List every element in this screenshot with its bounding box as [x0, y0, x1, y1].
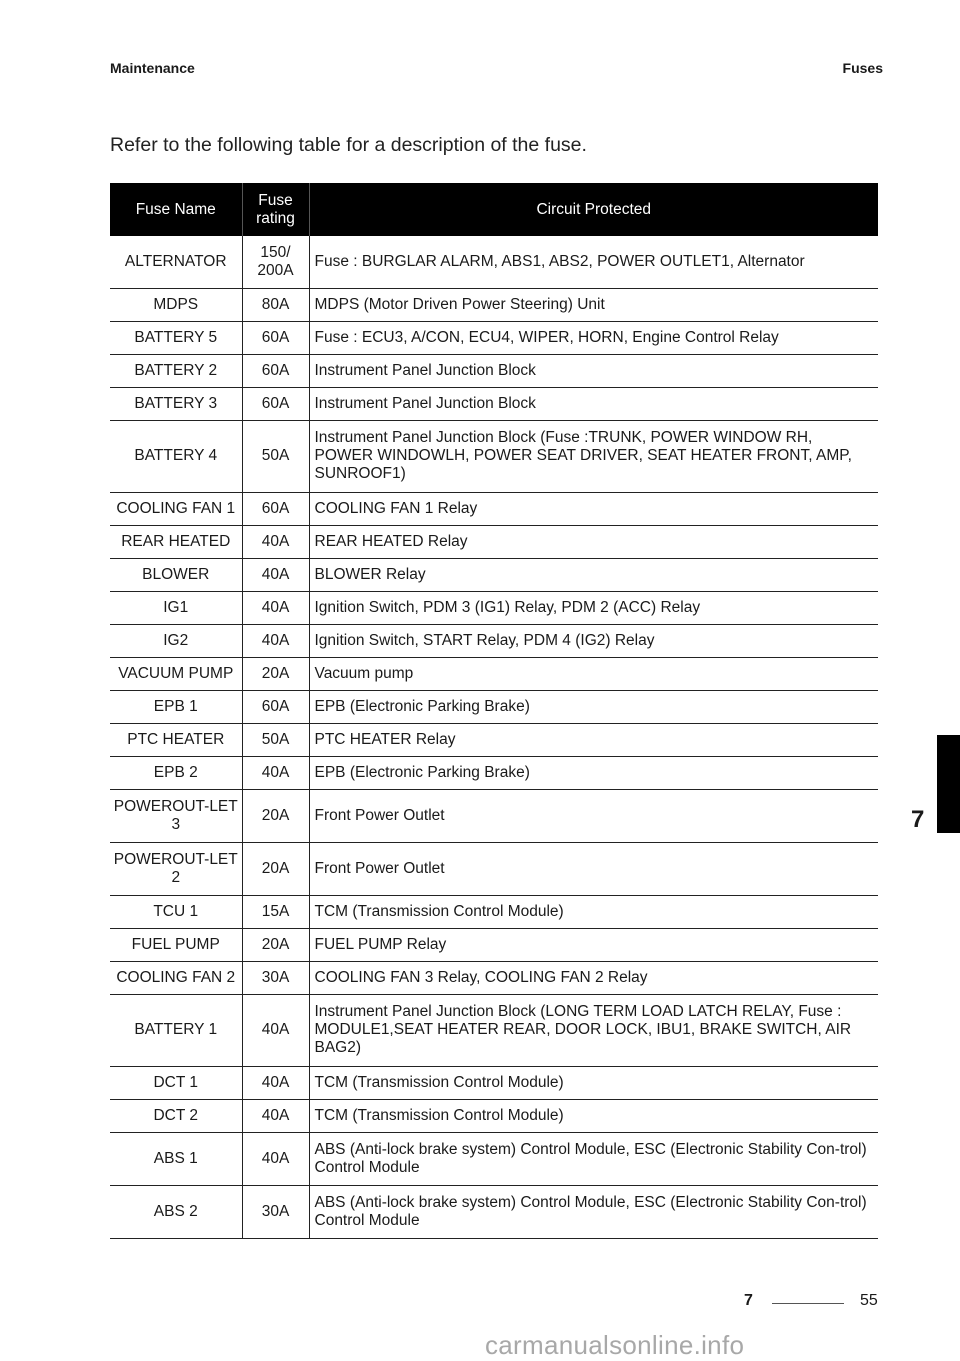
table-row: [110, 1066, 878, 1099]
table-row: [110, 994, 878, 1066]
fuse-name-cell: IG1: [110, 591, 242, 624]
header-fuse-name: Fuse Name: [110, 183, 242, 236]
circuit-protected-cell: Instrument Panel Junction Block (Fuse :TRUNK, POWER WINDOW RH, POWER WINDOWLH, POWER SEAT DRIVER, SEAT HEATER FRONT, AMP, SUNROOF1): [309, 420, 878, 492]
fuse-rating-cell: 40A: [242, 624, 309, 657]
fuse-rating-cell: 20A: [242, 842, 309, 895]
fuse-rating-cell: 30A: [242, 961, 309, 994]
fuse-name-cell: REAR HEATED: [110, 525, 242, 558]
table-row: [110, 1185, 878, 1238]
footer-page-number: 55: [860, 1292, 878, 1309]
fuse-name-cell: EPB 1: [110, 690, 242, 723]
fuse-rating-cell: 80A: [242, 288, 309, 321]
circuit-protected-cell: Instrument Panel Junction Block: [309, 354, 878, 387]
table-row: [110, 321, 878, 354]
circuit-protected-cell: EPB (Electronic Parking Brake): [309, 690, 878, 723]
fuse-rating-cell: 15A: [242, 895, 309, 928]
fuse-rating-cell: 60A: [242, 690, 309, 723]
fuse-name-cell: MDPS: [110, 288, 242, 321]
fuse-table-body: [110, 236, 878, 1238]
circuit-protected-cell: TCM (Transmission Control Module): [309, 1066, 878, 1099]
fuse-rating-cell: 40A: [242, 1099, 309, 1132]
circuit-protected-cell: ABS (Anti-lock brake system) Control Module, ESC (Electronic Stability Con-trol) Control Module: [309, 1185, 878, 1238]
watermark: carmanualsonline.info: [485, 1330, 745, 1360]
fuse-name-cell: BATTERY 2: [110, 354, 242, 387]
fuse-name-cell: COOLING FAN 2: [110, 961, 242, 994]
chapter-tab-bar: [937, 735, 960, 833]
fuse-name-cell: IG2: [110, 624, 242, 657]
fuse-name-cell: PTC HEATER: [110, 723, 242, 756]
fuse-name-cell: BATTERY 1: [110, 994, 242, 1066]
table-row: [110, 690, 878, 723]
table-row: [110, 1132, 878, 1185]
circuit-protected-cell: Front Power Outlet: [309, 842, 878, 895]
circuit-protected-cell: COOLING FAN 3 Relay, COOLING FAN 2 Relay: [309, 961, 878, 994]
header-fuse-rating: [242, 183, 309, 236]
circuit-protected-cell: ABS (Anti-lock brake system) Control Module, ESC (Electronic Stability Con-trol) Control Module: [309, 1132, 878, 1185]
table-row: [110, 492, 878, 525]
fuse-name-cell: TCU 1: [110, 895, 242, 928]
header-topic: Fuses: [842, 60, 883, 76]
circuit-protected-cell: BLOWER Relay: [309, 558, 878, 591]
fuse-rating-cell: 60A: [242, 387, 309, 420]
table-row: [110, 624, 878, 657]
table-row: [110, 236, 878, 288]
circuit-protected-cell: Fuse : BURGLAR ALARM, ABS1, ABS2, POWER OUTLET1, Alternator: [309, 236, 878, 288]
table-row: [110, 387, 878, 420]
table-row: [110, 420, 878, 492]
table-row: [110, 842, 878, 895]
circuit-protected-cell: FUEL PUMP Relay: [309, 928, 878, 961]
fuse-name-cell: BATTERY 4: [110, 420, 242, 492]
fuse-name-cell: ABS 2: [110, 1185, 242, 1238]
circuit-protected-cell: Ignition Switch, START Relay, PDM 4 (IG2) Relay: [309, 624, 878, 657]
fuse-rating-cell: 40A: [242, 756, 309, 789]
fuse-rating-cell: 40A: [242, 591, 309, 624]
circuit-protected-cell: TCM (Transmission Control Module): [309, 1099, 878, 1132]
fuse-rating-cell: 60A: [242, 321, 309, 354]
fuse-rating-cell: 40A: [242, 1132, 309, 1185]
fuse-name-cell: DCT 1: [110, 1066, 242, 1099]
table-row: [110, 1099, 878, 1132]
fuse-rating-cell: 50A: [242, 723, 309, 756]
fuse-name-cell: POWEROUT-LET 3: [110, 789, 242, 842]
fuse-rating-cell: 150/ 200A: [242, 236, 309, 288]
table-row: [110, 895, 878, 928]
fuse-rating-cell: 40A: [242, 525, 309, 558]
table-row: [110, 789, 878, 842]
circuit-protected-cell: Vacuum pump: [309, 657, 878, 690]
table-row: [110, 723, 878, 756]
table-row: [110, 756, 878, 789]
fuse-rating-cell: 50A: [242, 420, 309, 492]
circuit-protected-cell: REAR HEATED Relay: [309, 525, 878, 558]
circuit-protected-cell: Fuse : ECU3, A/CON, ECU4, WIPER, HORN, Engine Control Relay: [309, 321, 878, 354]
fuse-rating-cell: 60A: [242, 354, 309, 387]
table-row: [110, 558, 878, 591]
circuit-protected-cell: MDPS (Motor Driven Power Steering) Unit: [309, 288, 878, 321]
header-section: Maintenance: [110, 60, 195, 76]
table-row: [110, 525, 878, 558]
fuse-rating-cell: 20A: [242, 928, 309, 961]
table-row: [110, 288, 878, 321]
fuse-rating-cell: 20A: [242, 657, 309, 690]
footer-divider: [772, 1303, 844, 1304]
fuse-name-cell: EPB 2: [110, 756, 242, 789]
fuse-name-cell: ALTERNATOR: [110, 236, 242, 288]
circuit-protected-cell: EPB (Electronic Parking Brake): [309, 756, 878, 789]
circuit-protected-cell: Instrument Panel Junction Block: [309, 387, 878, 420]
fuse-name-cell: COOLING FAN 1: [110, 492, 242, 525]
circuit-protected-cell: Front Power Outlet: [309, 789, 878, 842]
table-row: [110, 961, 878, 994]
footer-chapter: 7: [744, 1292, 753, 1309]
table-row: [110, 354, 878, 387]
fuse-name-cell: POWEROUT-LET 2: [110, 842, 242, 895]
fuse-table: [110, 183, 878, 1239]
intro-text: Refer to the following table for a description of the fuse.: [110, 134, 587, 156]
circuit-protected-cell: PTC HEATER Relay: [309, 723, 878, 756]
table-row: [110, 928, 878, 961]
fuse-name-cell: BATTERY 5: [110, 321, 242, 354]
header-fuse-rating-text: Fuse rating: [256, 191, 295, 227]
fuse-rating-cell: 40A: [242, 1066, 309, 1099]
circuit-protected-cell: TCM (Transmission Control Module): [309, 895, 878, 928]
fuse-rating-cell: 40A: [242, 994, 309, 1066]
fuse-rating-cell: 30A: [242, 1185, 309, 1238]
fuse-rating-cell: 40A: [242, 558, 309, 591]
table-row: [110, 657, 878, 690]
fuse-rating-cell: 60A: [242, 492, 309, 525]
table-header-row: [110, 183, 878, 236]
circuit-protected-cell: Instrument Panel Junction Block (LONG TERM LOAD LATCH RELAY, Fuse : MODULE1,SEAT HEATER REAR, DOOR LOCK, IBU1, BRAKE SWITCH, AIR BAG2): [309, 994, 878, 1066]
chapter-tab-number: 7: [911, 806, 925, 833]
fuse-name-cell: FUEL PUMP: [110, 928, 242, 961]
fuse-name-cell: BATTERY 3: [110, 387, 242, 420]
fuse-rating-cell: 20A: [242, 789, 309, 842]
fuse-name-cell: VACUUM PUMP: [110, 657, 242, 690]
header-circuit-protected: Circuit Protected: [309, 183, 878, 236]
fuse-name-cell: BLOWER: [110, 558, 242, 591]
circuit-protected-cell: COOLING FAN 1 Relay: [309, 492, 878, 525]
fuse-name-cell: ABS 1: [110, 1132, 242, 1185]
table-row: [110, 591, 878, 624]
circuit-protected-cell: Ignition Switch, PDM 3 (IG1) Relay, PDM 2 (ACC) Relay: [309, 591, 878, 624]
fuse-name-cell: DCT 2: [110, 1099, 242, 1132]
